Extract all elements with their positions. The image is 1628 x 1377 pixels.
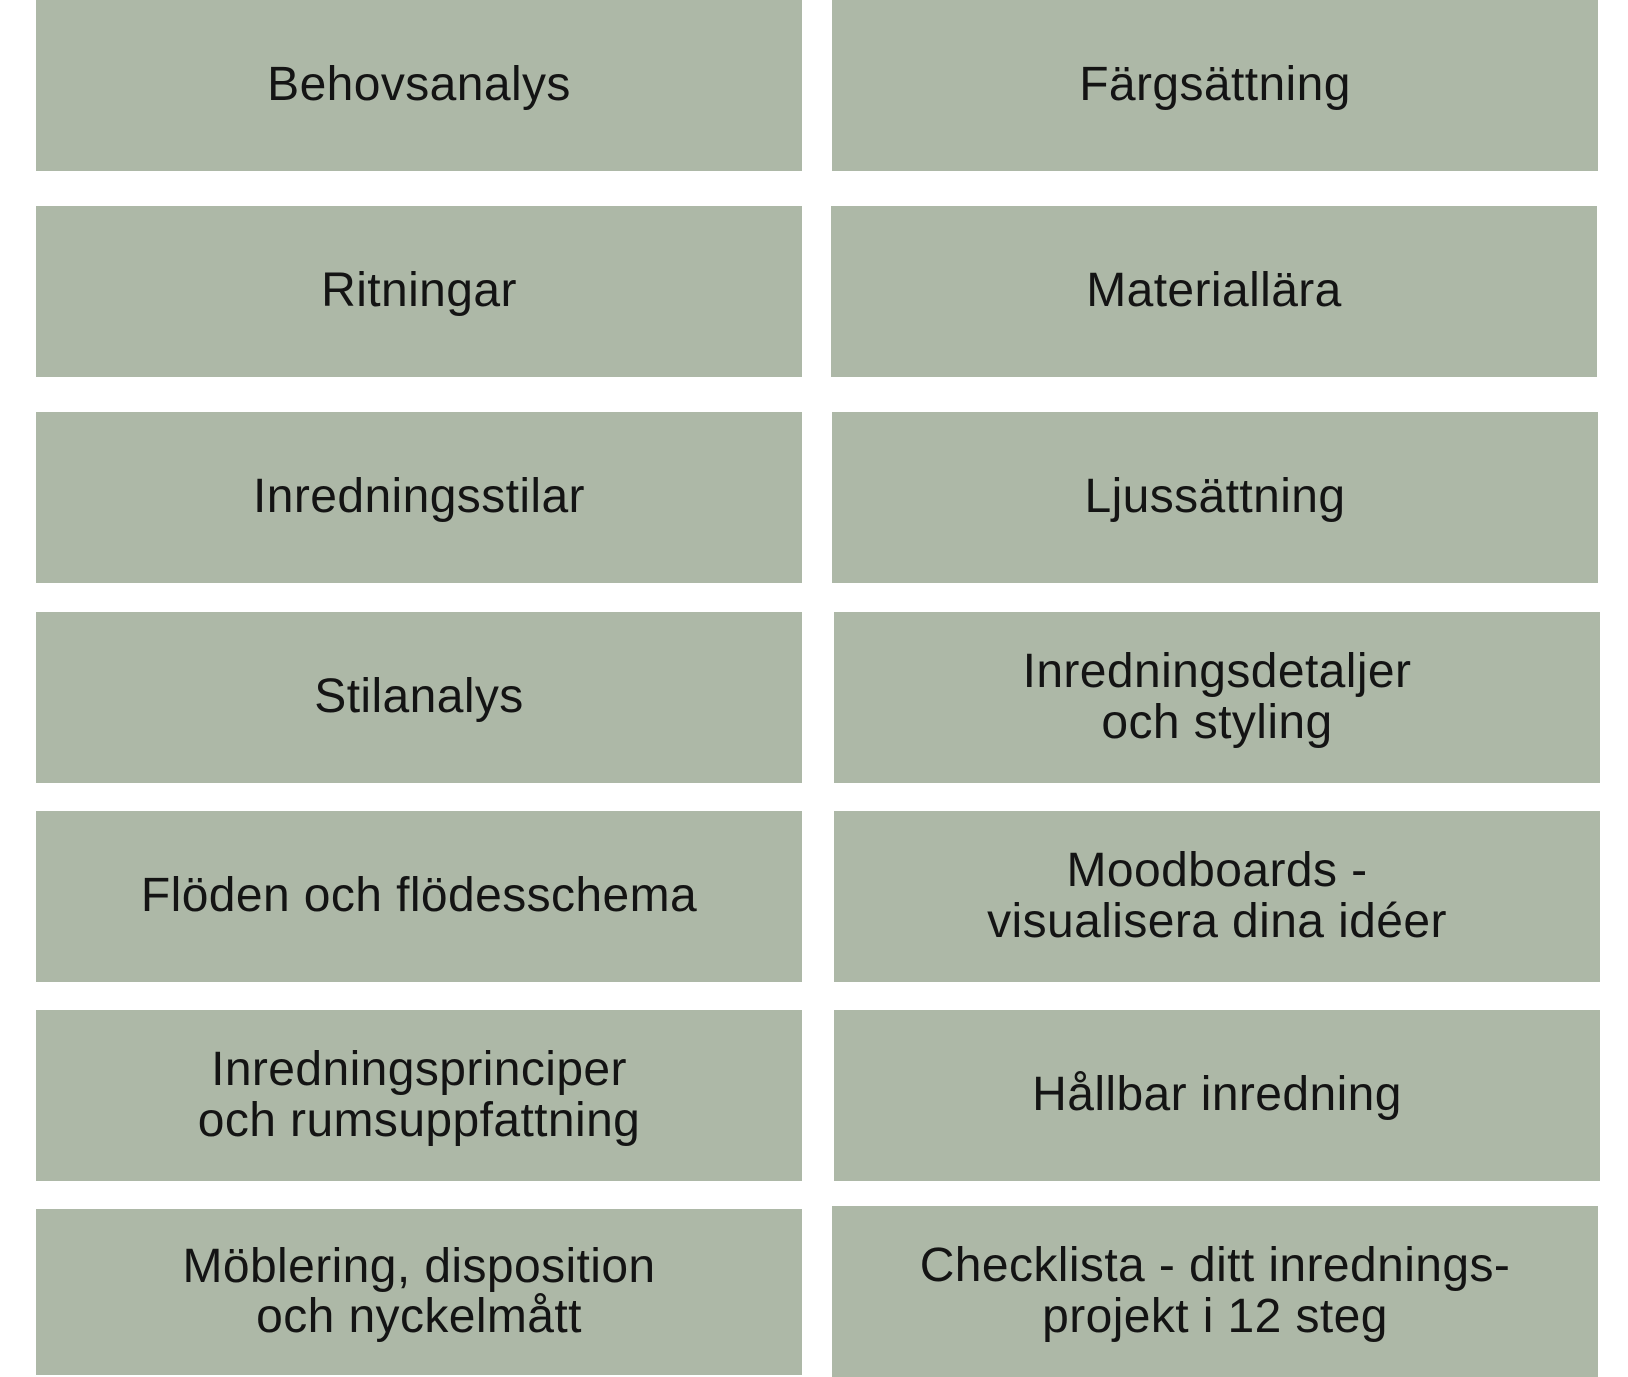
tile-ritningar[interactable] — [36, 206, 802, 377]
tile-label: Flöden och flödesschema — [140, 869, 698, 923]
tile-fargsattning[interactable] — [832, 0, 1598, 171]
tile-inredningsstilar[interactable] — [36, 412, 802, 583]
tile-label: Materiallära — [1086, 264, 1342, 318]
tile-hallbar-inredning[interactable] — [834, 1010, 1600, 1181]
tile-label: Inredningsstilar — [253, 470, 585, 524]
tile-behovsanalys[interactable] — [36, 0, 802, 171]
tile-label: Färgsättning — [1079, 58, 1351, 112]
tile-materiallara[interactable] — [831, 206, 1597, 377]
tile-checklista[interactable] — [832, 1206, 1598, 1377]
tile-label: Moodboards - visualisera dina idéer — [987, 844, 1447, 948]
tile-label: Möblering, disposition och nyckelmått — [182, 1239, 656, 1343]
tile-moodboards[interactable] — [834, 811, 1600, 982]
tile-label: Inredningsdetaljer och styling — [1022, 645, 1412, 749]
tile-inredningsprinciper[interactable] — [36, 1010, 802, 1181]
tile-moblering[interactable] — [36, 1209, 802, 1375]
tile-inredningsdetaljer[interactable] — [834, 612, 1600, 783]
tile-label: Behovsanalys — [267, 58, 571, 112]
tile-label: Ljussättning — [1084, 470, 1346, 524]
tile-label: Hållbar inredning — [1032, 1068, 1402, 1122]
tile-label: Stilanalys — [314, 670, 524, 724]
tile-label: Ritningar — [321, 264, 517, 318]
tile-ljussattning[interactable] — [832, 412, 1598, 583]
tile-floden[interactable] — [36, 811, 802, 982]
tile-label: Checklista - ditt inrednings- projekt i 12 steg — [919, 1239, 1511, 1343]
tile-label: Inredningsprinciper och rumsuppfattning — [197, 1043, 641, 1147]
tile-stilanalys[interactable] — [36, 612, 802, 783]
